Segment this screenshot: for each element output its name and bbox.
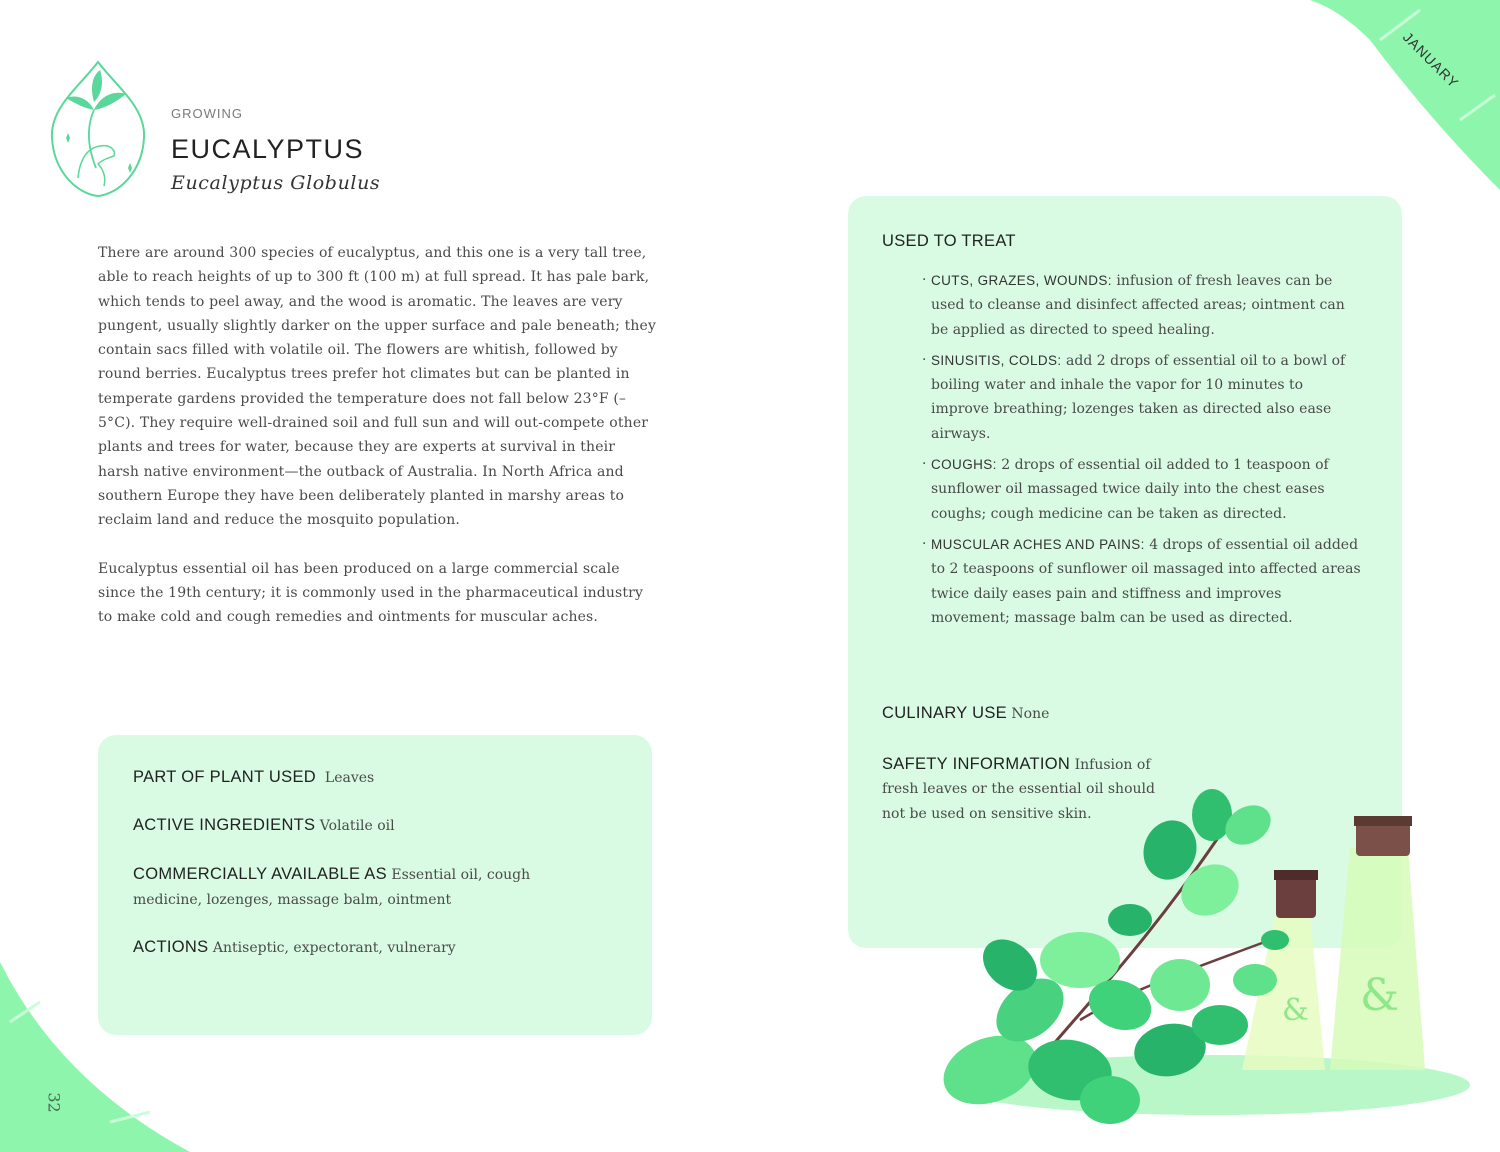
svg-text:&: & — [1282, 993, 1309, 1028]
month-tab: JANUARY — [1399, 28, 1463, 92]
fact-commercially-available — [133, 862, 573, 913]
section-label: GROWING — [171, 106, 243, 121]
fact-active-ingredients — [133, 813, 603, 839]
list-item — [922, 269, 1362, 342]
safety-label: SAFETY INFORMATION — [882, 755, 1071, 773]
hand-plant-emblem-icon — [48, 58, 148, 198]
fact-value: Antiseptic, expectorant, vulnerary — [212, 940, 456, 956]
fact-value: Volatile oil — [319, 818, 395, 834]
treat-condition: CUTS, GRAZES, WOUNDS: — [931, 273, 1112, 288]
culinary-label: CULINARY USE — [882, 704, 1007, 722]
list-item — [922, 453, 1362, 526]
intro-paragraph: There are around 300 species of eucalyptus, and this one is a very tall tree, able to reach heights of up to 300 ft (100 m) at full spread. It has pale bark, which tends to peel away, and the wood is aromatic. The leaves are very pungent, usually slightly darker on the upper surface and pale beneath; they contain sacs filled with volatile oil. The flowers are whitish, followed by round berries. Eucalyptus trees prefer hot climates but can be planted in temperate gardens provided the temperature does not fall below 23°F (–5°C). They require well-drained soil and full sun and will out-compete other plants and trees for water, because they are experts at survival in their harsh native environment—the outback of Australia. In North Africa and southern Europe they have been deliberately planted in marshy areas to reclaim land and reduce the mosquito population. — [98, 245, 657, 529]
list-item — [922, 349, 1362, 446]
fact-label: ACTIONS — [133, 938, 209, 956]
fact-actions — [133, 935, 603, 961]
treat-condition: MUSCULAR ACHES AND PAINS: — [931, 536, 1145, 552]
treat-text: 2 drops of essential oil added to 1 teaspoon of sunflower oil massaged twice daily into the chest eases coughs; cough medicine can be taken as directed. — [931, 457, 1329, 522]
fact-label: COMMERCIALLY AVAILABLE AS — [133, 865, 387, 883]
treat-text: add 2 drops of essential oil to a bowl of boiling water and inhale the vapor for 10 minutes to improve breathing; lozenges taken as directed also ease airways. — [931, 352, 1346, 442]
fact-label: PART OF PLANT USED — [133, 768, 316, 786]
large-bottle-icon — [1330, 816, 1425, 1070]
svg-text:&: & — [1360, 970, 1400, 1021]
eucalyptus-oil-illustration — [930, 770, 1470, 1140]
page-number: 32 — [44, 1092, 64, 1113]
fact-value: Essential oil, cough medicine, lozenges, massage balm, ointment — [133, 867, 531, 908]
plant-facts-box — [98, 735, 652, 1035]
intro-paragraph: Eucalyptus essential oil has been produced on a large commercial scale since the 19th century; it is commonly used in the pharmaceutical industry to make cold and cough remedies and ointments for muscular aches. — [98, 560, 644, 626]
treat-text: 4 drops of essential oil added to 2 teaspoons of sunflower oil massaged into affected areas twice daily eases pain and stiffness and improves movement; massage balm can be used as directed. — [931, 536, 1361, 626]
plant-latin-name: Eucalyptus Globulus — [171, 172, 381, 194]
culinary-value: None — [1011, 706, 1050, 722]
used-to-treat-heading: USED TO TREAT — [882, 232, 1016, 250]
fact-label: ACTIVE INGREDIENTS — [133, 816, 316, 834]
fact-value: Leaves — [324, 770, 375, 786]
treat-text: infusion of fresh leaves can be used to cleanse and disinfect affected areas; ointment can be applied as directed to speed healing. — [931, 273, 1345, 338]
list-item — [922, 533, 1362, 630]
plant-title: EUCALYPTUS — [171, 134, 365, 164]
treat-condition: COUGHS: — [931, 457, 997, 473]
treat-condition: SINUSITIS, COLDS: — [931, 352, 1062, 368]
intro-text — [98, 241, 658, 653]
treat-list — [922, 269, 1362, 637]
fact-part-used — [133, 765, 603, 791]
culinary-use — [882, 704, 1049, 723]
safety-value: Infusion of fresh leaves or the essential oil should not be used on sensitive skin. — [882, 757, 1155, 822]
